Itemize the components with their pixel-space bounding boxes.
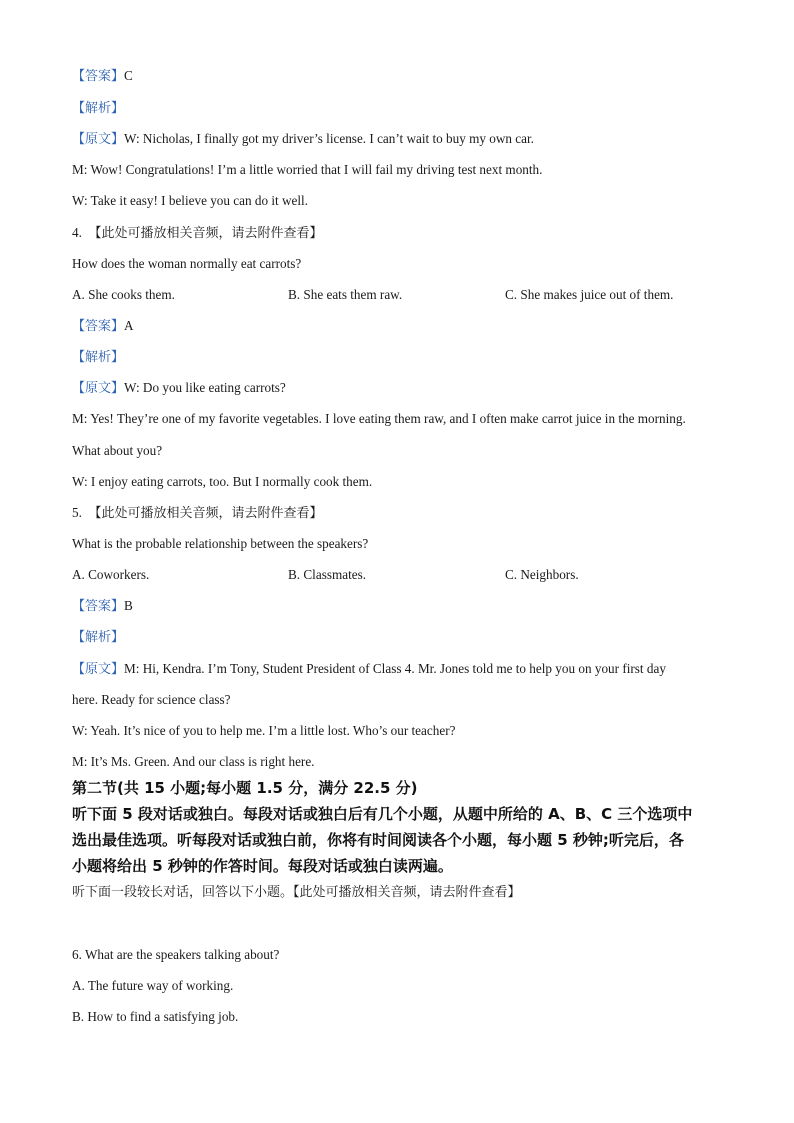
answer-tag: 【答案】 bbox=[72, 69, 125, 84]
section-instructions: 选出最佳选项。听每段对话或独白前，你将有时间阅读各个小题，每小题 5 秒钟;听完后，各 bbox=[72, 831, 684, 849]
analysis-tag: 【解析】 bbox=[72, 350, 125, 365]
transcript-text: W: Nicholas, I finally got my driver’s license. I can’t wait to buy my own car. bbox=[124, 131, 534, 146]
analysis-line bbox=[72, 99, 124, 118]
audio-note-link[interactable]: 【此处可播放相关音频，请去附件查看】 bbox=[88, 226, 323, 241]
transcript-text: W: Do you like eating carrots? bbox=[124, 380, 286, 395]
transcript-line: W: Take it easy! I believe you can do it well. bbox=[72, 193, 309, 208]
section-note: 听下面一段较长对话，回答以下小题。【此处可播放相关音频，请去附件查看】 bbox=[72, 885, 521, 900]
transcript-line: What about you? bbox=[72, 443, 163, 458]
section-instructions: 听下面 5 段对话或独白。每段对话或独白后有几个小题，从题中所给的 A、B、C 三个选项中 bbox=[72, 805, 693, 823]
answer-line bbox=[72, 597, 133, 616]
question-number: 4. bbox=[72, 225, 82, 240]
answer-line bbox=[72, 67, 133, 86]
question-text: 6. What are the speakers talking about? bbox=[72, 947, 280, 962]
option-b: B. How to find a satisfying job. bbox=[72, 1009, 239, 1024]
answer-value: A bbox=[124, 318, 134, 333]
source-tag: 【原文】 bbox=[72, 132, 125, 147]
answer-tag: 【答案】 bbox=[72, 319, 125, 334]
question-text: How does the woman normally eat carrots? bbox=[72, 256, 302, 271]
option-c: C. She makes juice out of them. bbox=[505, 287, 674, 302]
transcript-line: W: I enjoy eating carrots, too. But I normally cook them. bbox=[72, 474, 373, 489]
transcript-text: M: Hi, Kendra. I’m Tony, Student President of Class 4. Mr. Jones told me to help you on your first day bbox=[124, 661, 666, 676]
transcript-line: here. Ready for science class? bbox=[72, 692, 231, 707]
answer-line bbox=[72, 317, 134, 336]
question-number: 5. bbox=[72, 505, 82, 520]
answer-tag: 【答案】 bbox=[72, 599, 125, 614]
audio-note-link[interactable]: 【此处可播放相关音频，请去附件查看】 bbox=[88, 506, 323, 521]
option-c: C. Neighbors. bbox=[505, 567, 579, 582]
option-b: B. She eats them raw. bbox=[288, 287, 403, 302]
transcript-line bbox=[72, 130, 534, 149]
analysis-line bbox=[72, 628, 124, 647]
question-number-line bbox=[72, 504, 323, 523]
analysis-tag: 【解析】 bbox=[72, 101, 125, 116]
source-tag: 【原文】 bbox=[72, 662, 125, 677]
question-text: What is the probable relationship between the speakers? bbox=[72, 536, 369, 551]
transcript-line: M: It’s Ms. Green. And our class is right here. bbox=[72, 754, 315, 769]
section-heading: 第二节(共 15 小题;每小题 1.5 分，满分 22.5 分) bbox=[72, 779, 418, 797]
option-a: A. She cooks them. bbox=[72, 287, 175, 302]
answer-value: C bbox=[124, 68, 133, 83]
option-a: A. The future way of working. bbox=[72, 978, 234, 993]
transcript-line: M: Yes! They’re one of my favorite vegetables. I love eating them raw, and I often make carrot juice in the morning. bbox=[72, 411, 686, 426]
analysis-line bbox=[72, 348, 124, 367]
transcript-line bbox=[72, 379, 286, 398]
option-b: B. Classmates. bbox=[288, 567, 367, 582]
transcript-line bbox=[72, 660, 666, 679]
option-a: A. Coworkers. bbox=[72, 567, 150, 582]
transcript-line: W: Yeah. It’s nice of you to help me. I’m a little lost. Who’s our teacher? bbox=[72, 723, 456, 738]
answer-value: B bbox=[124, 598, 133, 613]
transcript-line: M: Wow! Congratulations! I’m a little worried that I will fail my driving test next month. bbox=[72, 162, 543, 177]
analysis-tag: 【解析】 bbox=[72, 630, 125, 645]
question-number-line bbox=[72, 224, 323, 243]
source-tag: 【原文】 bbox=[72, 381, 125, 396]
section-instructions: 小题将给出 5 秒钟的作答时间。每段对话或独白读两遍。 bbox=[72, 857, 453, 875]
